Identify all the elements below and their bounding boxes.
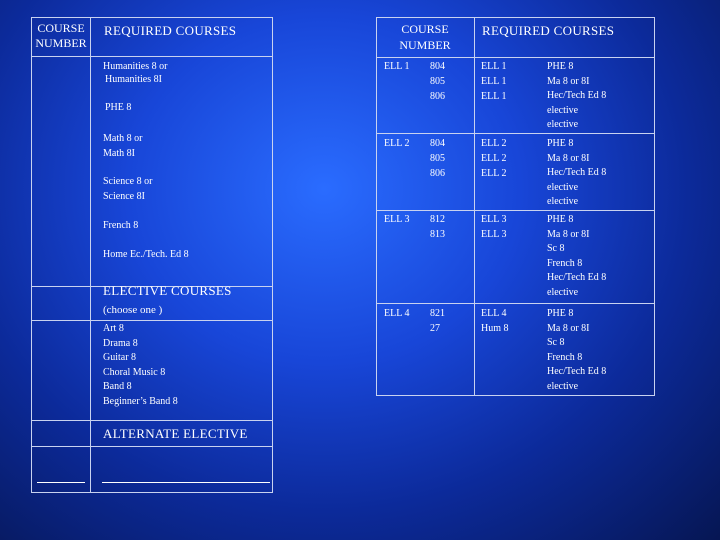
course-number: 27 xyxy=(430,323,440,334)
required-course-item: Science 8 or xyxy=(103,176,153,187)
ell-level-code: ELL 4 xyxy=(481,308,507,319)
ell-level-code: ELL 2 xyxy=(481,153,507,164)
left-required-header: REQUIRED COURSES xyxy=(104,23,237,38)
ell-level-label: ELL 2 xyxy=(384,138,410,149)
required-course-item: elective xyxy=(547,196,579,207)
required-course-item: elective xyxy=(547,119,579,130)
course-number: 804 xyxy=(430,138,445,149)
ell1-rule xyxy=(377,133,654,134)
required-course-item: French 8 xyxy=(103,220,139,231)
required-course-item: PHE 8 xyxy=(547,308,574,319)
alternate-header-rule xyxy=(32,446,272,447)
elective-note-rule xyxy=(32,320,272,321)
required-course-item: Sc 8 xyxy=(547,243,565,254)
course-number: 805 xyxy=(430,153,445,164)
elective-course-item: Guitar 8 xyxy=(103,352,137,363)
required-course-item: Sc 8 xyxy=(547,337,565,348)
elective-course-item: Art 8 xyxy=(103,323,124,334)
right-table-divider xyxy=(474,18,475,395)
ell-level-label: ELL 1 xyxy=(384,61,410,72)
elective-course-item: Drama 8 xyxy=(103,337,138,349)
required-course-item: Math 8 or xyxy=(103,133,143,144)
required-course-item: Ma 8 or 8I xyxy=(547,228,590,240)
ell-level-label: ELL 3 xyxy=(384,214,410,225)
right-header-rule xyxy=(377,57,654,58)
required-course-item: Hec/Tech Ed 8 xyxy=(547,366,607,377)
required-course-item: Ma 8 or 8I xyxy=(547,75,590,87)
course-number: 812 xyxy=(430,214,445,225)
required-course-item: PHE 8 xyxy=(547,214,574,225)
ell-level-code: ELL 2 xyxy=(481,138,507,149)
ell2-rule xyxy=(377,210,654,211)
required-course-item: elective xyxy=(547,181,579,193)
required-course-item: French 8 xyxy=(547,351,583,363)
ell-level-code: ELL 1 xyxy=(481,61,507,72)
course-number: 813 xyxy=(430,229,445,240)
required-course-item: Math 8I xyxy=(103,148,135,159)
required-course-item: Ma 8 or 8I xyxy=(547,152,590,164)
ell-level-code: ELL 1 xyxy=(481,76,507,87)
course-number: 804 xyxy=(430,61,445,72)
required-course-item: Hec/Tech Ed 8 xyxy=(547,272,607,283)
required-course-item: Humanities 8I xyxy=(105,74,162,85)
required-course-item: elective xyxy=(547,380,579,392)
elective-courses-header: ELECTIVE COURSES xyxy=(103,283,232,298)
required-course-item: Humanities 8 or xyxy=(103,61,168,72)
course-number: 805 xyxy=(430,76,445,87)
right-course-number-header-line2: NUMBER xyxy=(399,38,451,52)
required-course-item: Ma 8 or 8I xyxy=(547,322,590,334)
ell-level-label: ELL 4 xyxy=(384,308,410,319)
alternate-elective-blank[interactable] xyxy=(102,482,270,483)
elective-course-item: Choral Music 8 xyxy=(103,366,166,378)
alternate-rule xyxy=(32,420,272,421)
required-course-item: Hec/Tech Ed 8 xyxy=(547,90,607,101)
ell3-rule xyxy=(377,303,654,304)
left-course-number-header-line1 xyxy=(31,21,91,36)
ell-level-code: Hum 8 xyxy=(481,323,509,334)
required-course-item: Hec/Tech Ed 8 xyxy=(547,167,607,178)
required-course-item: Science 8I xyxy=(103,191,145,202)
elective-course-item: Band 8 xyxy=(103,381,132,392)
required-course-item: PHE 8 xyxy=(105,102,132,113)
required-course-item: elective xyxy=(547,286,579,298)
alternate-course-number-blank[interactable] xyxy=(37,482,85,483)
course-number: 806 xyxy=(430,168,445,179)
required-course-item: French 8 xyxy=(547,257,583,269)
ell-level-code: ELL 1 xyxy=(481,91,507,102)
course-number: 821 xyxy=(430,308,445,319)
col-header-left: COURSE xyxy=(37,21,85,35)
left-header-rule xyxy=(32,56,272,57)
required-course-item: Home Ec./Tech. Ed 8 xyxy=(103,249,189,260)
elective-course-item: Beginner’s Band 8 xyxy=(103,395,178,407)
ell-level-code: ELL 2 xyxy=(481,168,507,179)
right-required-header: REQUIRED COURSES xyxy=(482,23,615,38)
alternate-elective-header: ALTERNATE ELECTIVE xyxy=(103,426,248,441)
course-number: 806 xyxy=(430,91,445,102)
right-course-number-header-line1: COURSE xyxy=(401,22,449,36)
elective-courses-note: (choose one ) xyxy=(103,304,163,316)
right-ell-table xyxy=(376,17,655,396)
required-course-item: elective xyxy=(547,104,579,116)
required-course-item: PHE 8 xyxy=(547,138,574,149)
required-course-item: PHE 8 xyxy=(547,61,574,72)
ell-level-code: ELL 3 xyxy=(481,214,507,225)
ell-level-code: ELL 3 xyxy=(481,229,507,240)
left-course-number-header-line2: NUMBER xyxy=(35,36,87,50)
